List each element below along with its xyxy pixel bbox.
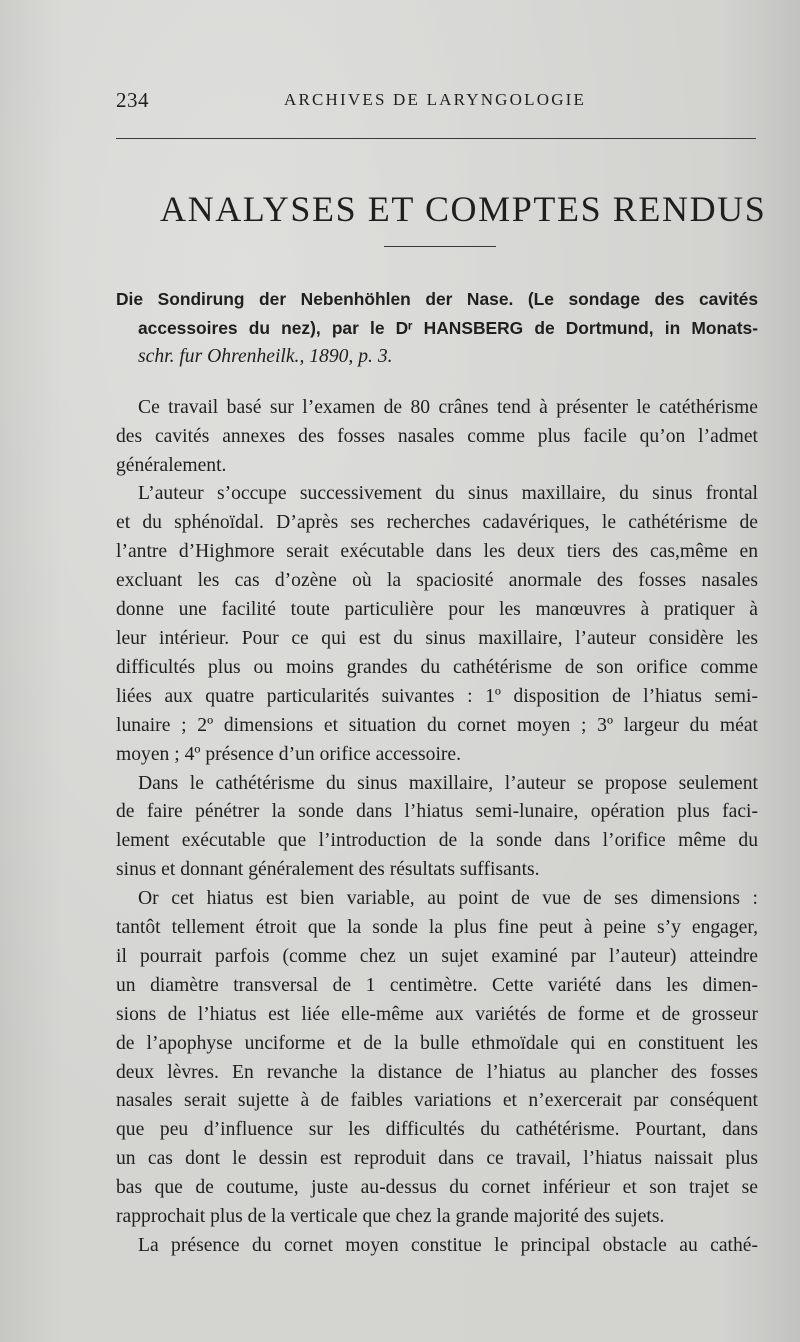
paragraph-line: un diamètre transversal de 1 centimètre. Cette variété dans les dimen-: [116, 974, 758, 996]
paragraph-line: de l’apophyse unciforme et de la bulle ethmoïdale qui en constituent les: [116, 1032, 758, 1054]
paragraph-line: leur intérieur. Pour ce qui est du sinus maxillaire, l’auteur considère les: [116, 627, 758, 649]
citation-line: schr. fur Ohrenheilk., 1890, p. 3.: [138, 345, 393, 367]
header-rule: [116, 138, 756, 139]
paragraph-line: difficultés plus ou moins grandes du cathétérisme de son orifice comme: [116, 656, 758, 678]
paragraph-line: lement exécutable que l’introduction de la sonde dans l’orifice même du: [116, 830, 758, 852]
paragraph-line: des cavités annexes des fosses nasales comme plus facile qu’on l’admet: [116, 425, 758, 447]
page-number: 234: [116, 88, 149, 112]
paragraph-line: deux lèvres. En revanche la distance de l’hiatus au plancher des fosses: [116, 1061, 758, 1083]
paragraph-line: donne une facilité toute particulière pour les manœuvres à pratiquer à: [116, 599, 758, 621]
paragraph-line: excluant les cas d’ozène où la spaciosité anormale des fosses nasales: [116, 570, 758, 592]
paragraph-line: tantôt tellement étroit que la sonde la plus fine peut à peine s’y engager,: [116, 917, 758, 939]
paragraph-line: L’auteur s’occupe successivement du sinus maxillaire, du sinus frontal: [138, 483, 758, 505]
paragraph-line: sinus et donnant généralement des résultats suffisants.: [116, 859, 540, 881]
spacer: [116, 372, 758, 394]
paragraph-line: et du sphénoïdal. D’après ses recherches cadavériques, le cathétérisme de: [116, 512, 758, 534]
paragraph-line: liées aux quatre particularités suivantes : 1º disposition de l’hiatus semi-: [116, 685, 758, 707]
paragraph-line: bas que de coutume, juste au-dessus du cornet inférieur et son trajet se: [116, 1177, 758, 1199]
paragraph-line: un cas dont le dessin est reproduit dans ce travail, l’hiatus naissait plus: [116, 1148, 758, 1170]
paragraph-line: rapprochait plus de la verticale que chez la grande majorité des sujets.: [116, 1206, 665, 1228]
paragraph-line: nasales serait sujette à de faibles variations et n’exercerait par conséquent: [116, 1090, 758, 1112]
title-rule: [384, 246, 496, 247]
paragraph-line: de faire pénétrer la sonde dans l’hiatus semi-lunaire, opération plus faci-: [116, 801, 758, 823]
journal-title: ARCHIVES DE LARYNGOLOGIE: [284, 90, 587, 109]
paragraph-line: sions de l’hiatus est liée elle-même aux variétés de forme et de grosseur: [116, 1003, 758, 1025]
running-head: [116, 88, 762, 116]
article-body: [116, 285, 758, 1261]
paragraph-line: lunaire ; 2º dimensions et situation du cornet moyen ; 3º largeur du méat: [116, 714, 758, 736]
paragraph-line: il pourrait parfois (comme chez un sujet examiné par l’auteur) atteindre: [116, 945, 758, 967]
paragraph-line: Ce travail basé sur l’examen de 80 crânes tend à présenter le catéthérisme: [138, 396, 758, 418]
paragraph-line: La présence du cornet moyen constitue le principal obstacle au cathé-: [138, 1235, 758, 1256]
paragraph-line: généralement.: [116, 454, 227, 476]
paragraph-line: moyen ; 4º présence d’un orifice accessoire.: [116, 743, 462, 765]
paragraph-line: Dans le cathétérisme du sinus maxillaire, l’auteur se propose seulement: [138, 772, 758, 794]
paragraph-line: l’antre d’Highmore serait exécutable dans les deux tiers des cas,même en: [116, 541, 758, 563]
paragraph-line: que peu d’influence sur les difficultés du cathétérisme. Pourtant, dans: [116, 1119, 758, 1141]
citation-line: Die Sondirung der Nebenhöhlen der Nase. (Le sondage des cavités: [116, 289, 758, 309]
citation-line: accessoires du nez), par le Dʳ HANSBERG de Dortmund, in Monats-: [138, 317, 758, 338]
paragraph-line: Or cet hiatus est bien variable, au point de vue de ses dimensions :: [138, 888, 758, 910]
section-title: ANALYSES ET COMPTES RENDUS: [160, 189, 767, 229]
